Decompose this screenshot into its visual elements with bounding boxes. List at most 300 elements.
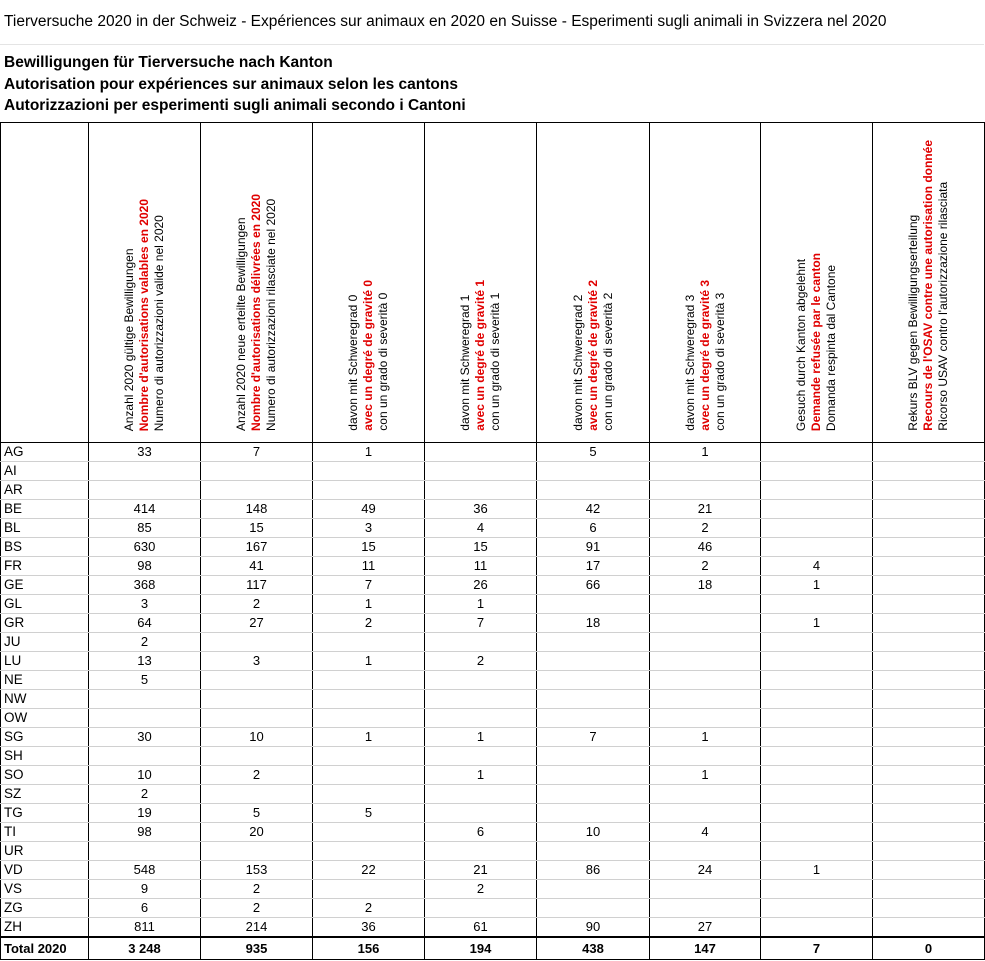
value-cell: 1 xyxy=(761,576,873,595)
value-cell xyxy=(650,614,761,633)
value-cell xyxy=(425,709,537,728)
value-cell xyxy=(873,766,985,785)
value-cell: 1 xyxy=(650,766,761,785)
value-cell xyxy=(650,633,761,652)
canton-cell: VD xyxy=(1,861,89,880)
value-cell xyxy=(89,842,201,861)
column-header-fr: avec un degré de gravité 1 xyxy=(473,280,487,431)
value-cell xyxy=(89,462,201,481)
table-row xyxy=(1,500,985,519)
value-cell xyxy=(761,538,873,557)
value-cell xyxy=(650,690,761,709)
value-cell xyxy=(873,709,985,728)
value-cell xyxy=(761,766,873,785)
value-cell xyxy=(89,481,201,500)
value-cell xyxy=(425,690,537,709)
header-canton-cell xyxy=(1,123,89,443)
value-cell: 19 xyxy=(89,804,201,823)
value-cell xyxy=(650,785,761,804)
canton-cell: BL xyxy=(1,519,89,538)
column-header-text xyxy=(234,194,279,437)
canton-cell: FR xyxy=(1,557,89,576)
total-value-cell: 438 xyxy=(537,937,650,960)
value-cell: 3 xyxy=(313,519,425,538)
value-cell: 1 xyxy=(313,728,425,747)
value-cell: 15 xyxy=(425,538,537,557)
value-cell xyxy=(650,595,761,614)
value-cell xyxy=(537,481,650,500)
value-cell xyxy=(537,880,650,899)
value-cell xyxy=(761,899,873,918)
value-cell xyxy=(425,481,537,500)
total-value-cell: 147 xyxy=(650,937,761,960)
subtitle-french: Autorisation pour expériences sur animaux selon les cantons xyxy=(4,76,458,93)
value-cell xyxy=(650,652,761,671)
value-cell: 2 xyxy=(650,557,761,576)
value-cell xyxy=(761,785,873,804)
value-cell: 214 xyxy=(201,918,313,938)
value-cell: 85 xyxy=(89,519,201,538)
value-cell xyxy=(650,481,761,500)
column-header xyxy=(650,123,761,443)
value-cell: 10 xyxy=(89,766,201,785)
value-cell: 5 xyxy=(201,804,313,823)
column-header-de: Anzahl 2020 gültige Bewilligungen xyxy=(122,248,136,431)
subtitle-german: Bewilligungen für Tierversuche nach Kanton xyxy=(4,54,333,71)
value-cell: 86 xyxy=(537,861,650,880)
column-header-de: Gesuch durch Kanton abgelehnt xyxy=(794,258,808,431)
table-row xyxy=(1,443,985,462)
column-header-it: con un grado di severità 2 xyxy=(600,292,615,431)
value-cell: 11 xyxy=(425,557,537,576)
value-cell xyxy=(537,671,650,690)
value-cell: 91 xyxy=(537,538,650,557)
column-header-text xyxy=(683,280,728,437)
canton-cell: AI xyxy=(1,462,89,481)
value-cell xyxy=(313,690,425,709)
value-cell: 36 xyxy=(313,918,425,938)
value-cell: 2 xyxy=(313,899,425,918)
value-cell: 26 xyxy=(425,576,537,595)
table-body xyxy=(1,123,985,960)
value-cell xyxy=(873,443,985,462)
canton-cell: GE xyxy=(1,576,89,595)
value-cell xyxy=(650,842,761,861)
canton-cell: TG xyxy=(1,804,89,823)
value-cell xyxy=(313,823,425,842)
column-header-text xyxy=(346,280,391,437)
value-cell: 15 xyxy=(313,538,425,557)
column-header-de: Rekurs BLV gegen Bewilligungserteilung xyxy=(906,215,920,431)
value-cell: 30 xyxy=(89,728,201,747)
value-cell xyxy=(873,633,985,652)
canton-cell: UR xyxy=(1,842,89,861)
canton-cell: BE xyxy=(1,500,89,519)
table-row xyxy=(1,842,985,861)
column-header-fr: Nombre d'autorisations valables en 2020 xyxy=(137,198,151,431)
value-cell: 4 xyxy=(761,557,873,576)
value-cell: 5 xyxy=(89,671,201,690)
value-cell xyxy=(537,785,650,804)
total-value-cell: 3 248 xyxy=(89,937,201,960)
value-cell: 42 xyxy=(537,500,650,519)
value-cell: 7 xyxy=(425,614,537,633)
value-cell xyxy=(873,576,985,595)
value-cell: 27 xyxy=(201,614,313,633)
value-cell xyxy=(201,481,313,500)
value-cell xyxy=(425,899,537,918)
value-cell xyxy=(761,595,873,614)
value-cell: 10 xyxy=(537,823,650,842)
value-cell xyxy=(313,481,425,500)
value-cell xyxy=(201,785,313,804)
value-cell: 1 xyxy=(313,652,425,671)
value-cell xyxy=(425,842,537,861)
table-row xyxy=(1,823,985,842)
total-row xyxy=(1,937,985,960)
value-cell xyxy=(201,690,313,709)
value-cell xyxy=(313,747,425,766)
value-cell xyxy=(873,861,985,880)
table-row xyxy=(1,804,985,823)
value-cell xyxy=(873,880,985,899)
value-cell xyxy=(761,728,873,747)
canton-cell: OW xyxy=(1,709,89,728)
value-cell xyxy=(425,804,537,823)
value-cell: 117 xyxy=(201,576,313,595)
value-cell xyxy=(873,519,985,538)
value-cell xyxy=(537,652,650,671)
value-cell xyxy=(761,519,873,538)
value-cell: 7 xyxy=(201,443,313,462)
canton-cell: JU xyxy=(1,633,89,652)
value-cell: 414 xyxy=(89,500,201,519)
value-cell: 46 xyxy=(650,538,761,557)
table-row xyxy=(1,538,985,557)
table-row xyxy=(1,462,985,481)
value-cell: 1 xyxy=(761,861,873,880)
value-cell: 18 xyxy=(537,614,650,633)
canton-cell: VS xyxy=(1,880,89,899)
column-header-text xyxy=(906,140,951,437)
total-value-cell: 7 xyxy=(761,937,873,960)
canton-cell: LU xyxy=(1,652,89,671)
table-row xyxy=(1,861,985,880)
value-cell: 3 xyxy=(89,595,201,614)
value-cell xyxy=(537,462,650,481)
value-cell xyxy=(761,747,873,766)
column-header-fr: avec un degré de gravité 2 xyxy=(585,280,600,431)
value-cell: 7 xyxy=(537,728,650,747)
value-cell xyxy=(873,481,985,500)
value-cell: 6 xyxy=(537,519,650,538)
total-value-cell: 935 xyxy=(201,937,313,960)
permits-table xyxy=(0,122,985,960)
value-cell xyxy=(425,671,537,690)
column-header xyxy=(425,123,537,443)
canton-cell: AG xyxy=(1,443,89,462)
value-cell: 1 xyxy=(313,443,425,462)
value-cell xyxy=(313,633,425,652)
value-cell xyxy=(761,709,873,728)
canton-cell: NE xyxy=(1,671,89,690)
value-cell xyxy=(313,785,425,804)
value-cell xyxy=(761,918,873,938)
value-cell xyxy=(537,747,650,766)
table-row xyxy=(1,595,985,614)
column-header-it: con un grado di severità 3 xyxy=(712,292,727,431)
table-title-row xyxy=(0,0,984,45)
column-header xyxy=(761,123,873,443)
canton-cell: GR xyxy=(1,614,89,633)
value-cell xyxy=(537,899,650,918)
value-cell: 5 xyxy=(537,443,650,462)
value-cell xyxy=(761,500,873,519)
value-cell xyxy=(650,804,761,823)
canton-cell: SZ xyxy=(1,785,89,804)
value-cell xyxy=(650,880,761,899)
value-cell xyxy=(201,709,313,728)
column-header-fr: avec un degré de gravité 0 xyxy=(361,280,375,431)
column-header-de: davon mit Schweregrad 0 xyxy=(346,294,360,431)
value-cell xyxy=(425,785,537,804)
table-row xyxy=(1,633,985,652)
column-header-it: Ricorso USAV contro l'autorizzazione rilasciata xyxy=(936,182,950,431)
canton-cell: NW xyxy=(1,690,89,709)
value-cell xyxy=(761,462,873,481)
value-cell xyxy=(873,500,985,519)
value-cell xyxy=(537,709,650,728)
value-cell: 2 xyxy=(650,519,761,538)
value-cell xyxy=(537,595,650,614)
value-cell xyxy=(425,747,537,766)
subtitle-block xyxy=(0,45,984,123)
canton-cell: SO xyxy=(1,766,89,785)
value-cell: 153 xyxy=(201,861,313,880)
canton-cell: ZG xyxy=(1,899,89,918)
column-header xyxy=(873,123,985,443)
value-cell: 5 xyxy=(313,804,425,823)
value-cell xyxy=(873,557,985,576)
value-cell: 6 xyxy=(89,899,201,918)
table-row xyxy=(1,766,985,785)
value-cell: 7 xyxy=(313,576,425,595)
value-cell xyxy=(873,462,985,481)
value-cell xyxy=(761,690,873,709)
value-cell: 1 xyxy=(761,614,873,633)
value-cell xyxy=(201,747,313,766)
column-header xyxy=(201,123,313,443)
value-cell: 36 xyxy=(425,500,537,519)
value-cell: 4 xyxy=(650,823,761,842)
value-cell xyxy=(873,690,985,709)
value-cell: 2 xyxy=(89,785,201,804)
value-cell: 1 xyxy=(650,443,761,462)
value-cell xyxy=(873,804,985,823)
value-cell: 20 xyxy=(201,823,313,842)
value-cell xyxy=(761,633,873,652)
column-header-it: Domanda respinta dal Cantone xyxy=(824,264,838,431)
table-title: Tierversuche 2020 in der Schweiz - Expériences sur animaux en 2020 en Suisse - Esperimenti sugli animali in Svizzera nel 2020 xyxy=(4,13,887,30)
column-header-fr: Nombre d'autorisations délivrées en 2020 xyxy=(249,194,263,431)
column-header-text xyxy=(122,199,167,437)
table-row xyxy=(1,481,985,500)
value-cell: 2 xyxy=(425,652,537,671)
header-row xyxy=(1,123,985,443)
value-cell: 2 xyxy=(201,899,313,918)
table-row xyxy=(1,671,985,690)
canton-cell: ZH xyxy=(1,918,89,938)
table-row xyxy=(1,880,985,899)
column-header xyxy=(313,123,425,443)
column-header-text xyxy=(458,280,503,437)
column-header-it: Numero di autorizzazioni valide nel 2020 xyxy=(152,214,166,431)
value-cell: 15 xyxy=(201,519,313,538)
value-cell xyxy=(761,671,873,690)
value-cell xyxy=(873,728,985,747)
value-cell: 90 xyxy=(537,918,650,938)
value-cell xyxy=(89,747,201,766)
value-cell xyxy=(873,614,985,633)
column-header-fr: Recours de l'OSAV contre une autorisation donnée xyxy=(921,140,935,431)
value-cell: 21 xyxy=(650,500,761,519)
value-cell xyxy=(89,709,201,728)
value-cell: 24 xyxy=(650,861,761,880)
value-cell: 49 xyxy=(313,500,425,519)
value-cell: 2 xyxy=(201,595,313,614)
value-cell xyxy=(537,842,650,861)
value-cell xyxy=(650,462,761,481)
value-cell: 3 xyxy=(201,652,313,671)
value-cell: 630 xyxy=(89,538,201,557)
table-row xyxy=(1,519,985,538)
column-header-fr: avec un degré de gravité 3 xyxy=(697,280,712,431)
canton-cell: SG xyxy=(1,728,89,747)
table-row xyxy=(1,576,985,595)
column-header-text xyxy=(571,280,616,437)
column-header xyxy=(89,123,201,443)
value-cell xyxy=(313,709,425,728)
value-cell xyxy=(873,823,985,842)
value-cell xyxy=(201,671,313,690)
value-cell: 11 xyxy=(313,557,425,576)
value-cell xyxy=(425,462,537,481)
table-row xyxy=(1,899,985,918)
value-cell xyxy=(873,842,985,861)
value-cell: 98 xyxy=(89,823,201,842)
column-header-de: davon mit Schweregrad 3 xyxy=(682,294,697,431)
value-cell xyxy=(201,633,313,652)
value-cell: 1 xyxy=(425,595,537,614)
table-row xyxy=(1,690,985,709)
value-cell xyxy=(537,690,650,709)
column-header-it: con un grado di severità 1 xyxy=(488,292,502,431)
value-cell: 18 xyxy=(650,576,761,595)
value-cell: 27 xyxy=(650,918,761,938)
value-cell xyxy=(761,804,873,823)
value-cell xyxy=(313,671,425,690)
total-value-cell: 0 xyxy=(873,937,985,960)
value-cell xyxy=(873,899,985,918)
canton-cell: GL xyxy=(1,595,89,614)
value-cell xyxy=(313,842,425,861)
value-cell xyxy=(873,538,985,557)
canton-cell: AR xyxy=(1,481,89,500)
value-cell: 21 xyxy=(425,861,537,880)
value-cell xyxy=(201,462,313,481)
value-cell: 167 xyxy=(201,538,313,557)
value-cell: 22 xyxy=(313,861,425,880)
value-cell xyxy=(425,633,537,652)
value-cell: 548 xyxy=(89,861,201,880)
table-row xyxy=(1,557,985,576)
value-cell xyxy=(873,595,985,614)
value-cell xyxy=(313,880,425,899)
value-cell xyxy=(313,462,425,481)
column-header-it: Numero di autorizzazioni rilasciate nel 2020 xyxy=(264,198,278,431)
value-cell xyxy=(873,785,985,804)
value-cell: 10 xyxy=(201,728,313,747)
column-header-de: Anzahl 2020 neue erteilte Bewilligungen xyxy=(234,217,248,431)
value-cell xyxy=(89,690,201,709)
canton-cell: BS xyxy=(1,538,89,557)
value-cell: 2 xyxy=(425,880,537,899)
value-cell xyxy=(537,766,650,785)
value-cell: 33 xyxy=(89,443,201,462)
column-header-text xyxy=(794,253,839,437)
value-cell: 811 xyxy=(89,918,201,938)
table-row xyxy=(1,785,985,804)
value-cell: 2 xyxy=(201,880,313,899)
canton-cell: TI xyxy=(1,823,89,842)
value-cell xyxy=(873,671,985,690)
value-cell: 9 xyxy=(89,880,201,899)
value-cell xyxy=(761,652,873,671)
value-cell xyxy=(761,481,873,500)
column-header-it: con un grado di severità 0 xyxy=(376,292,390,431)
value-cell: 1 xyxy=(650,728,761,747)
value-cell: 2 xyxy=(201,766,313,785)
value-cell: 6 xyxy=(425,823,537,842)
total-value-cell: 194 xyxy=(425,937,537,960)
value-cell xyxy=(873,652,985,671)
table-row xyxy=(1,709,985,728)
table-row xyxy=(1,652,985,671)
total-value-cell: 156 xyxy=(313,937,425,960)
value-cell xyxy=(201,842,313,861)
value-cell: 1 xyxy=(425,728,537,747)
value-cell xyxy=(313,766,425,785)
value-cell: 64 xyxy=(89,614,201,633)
column-header xyxy=(537,123,650,443)
table-row xyxy=(1,614,985,633)
value-cell xyxy=(873,918,985,938)
value-cell: 1 xyxy=(313,595,425,614)
value-cell: 98 xyxy=(89,557,201,576)
value-cell: 1 xyxy=(425,766,537,785)
value-cell xyxy=(650,709,761,728)
value-cell xyxy=(537,804,650,823)
value-cell: 2 xyxy=(313,614,425,633)
value-cell: 17 xyxy=(537,557,650,576)
table-row xyxy=(1,918,985,938)
subtitle-italian: Autorizzazioni per esperimenti sugli animali secondo i Cantoni xyxy=(4,97,466,114)
value-cell xyxy=(650,747,761,766)
value-cell xyxy=(650,671,761,690)
value-cell xyxy=(761,880,873,899)
value-cell xyxy=(761,842,873,861)
value-cell: 2 xyxy=(89,633,201,652)
